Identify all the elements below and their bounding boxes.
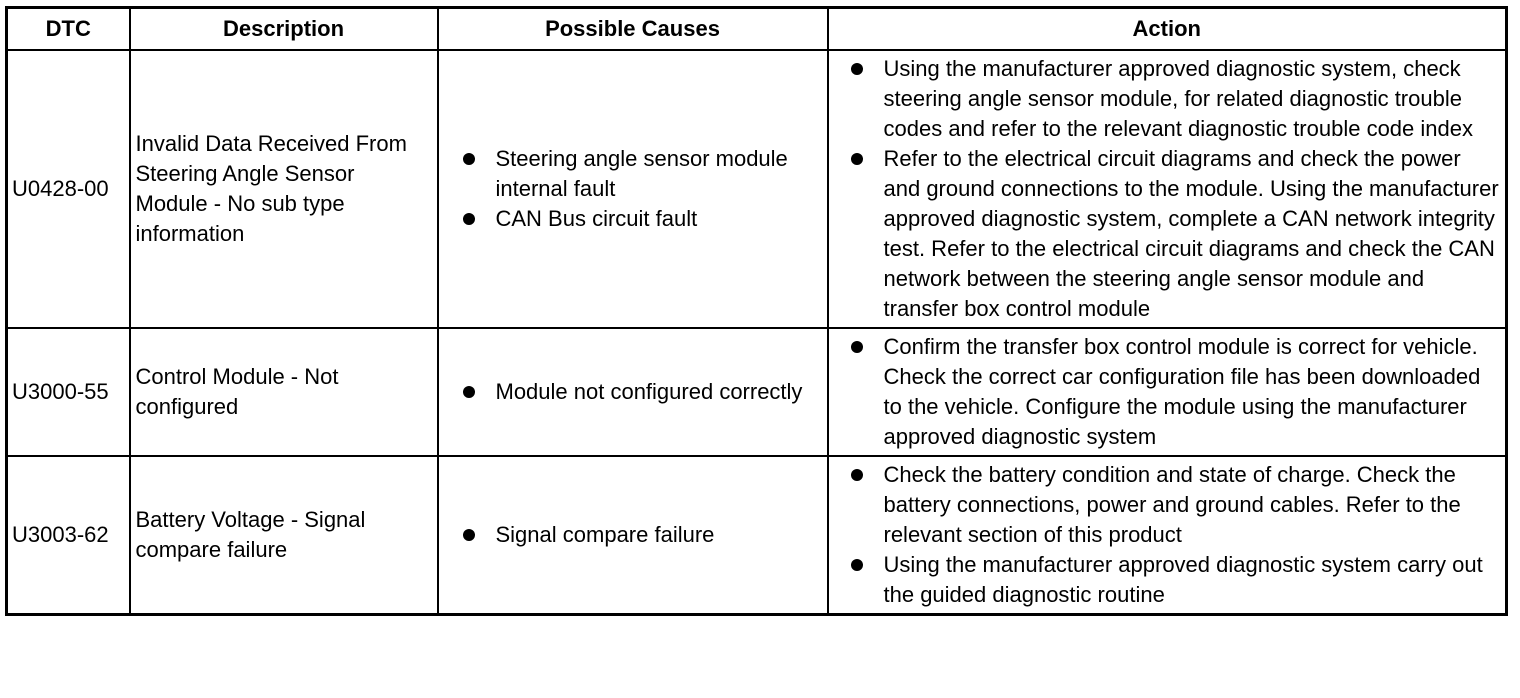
possible-causes: [438, 328, 828, 456]
action: [828, 328, 1507, 456]
dtc-table: [5, 6, 1508, 616]
action: [828, 456, 1507, 615]
possible-causes: [438, 50, 828, 328]
dtc-description: Invalid Data Received From Steering Angle Sensor Module - No sub type information: [130, 50, 438, 328]
cause-text: Signal compare failure: [495, 522, 715, 547]
bullet-icon: [851, 469, 863, 481]
dtc-description: Control Module - Not configured: [130, 328, 438, 456]
action-text: Using the manufacturer approved diagnostic system, check steering angle sensor module, for related diagnostic trouble codes and refer to the relevant diagnostic trouble code index: [883, 56, 1473, 141]
action-text: Refer to the electrical circuit diagrams and check the power and ground connections to the module. Using the manufacturer approved diagnostic system, complete a CAN network integrity test. Refer to the electrical circuit diagrams and check the CAN network between the steering angle sensor module and transfer box control module: [883, 146, 1499, 321]
cause-item: [463, 377, 821, 407]
header-row: [7, 8, 1507, 51]
cause-item: [463, 144, 821, 204]
action-text: Check the battery condition and state of charge. Check the battery connections, power and ground cables. Refer to the relevant section of this product: [883, 462, 1461, 547]
header-causes: Possible Causes: [438, 8, 828, 51]
bullet-icon: [463, 153, 475, 165]
action: [828, 50, 1507, 328]
header-dtc: DTC: [7, 8, 130, 51]
dtc-code: U3000-55: [7, 328, 130, 456]
action-item: [851, 460, 1500, 550]
table-row: [7, 50, 1507, 328]
action-item: [851, 550, 1500, 610]
possible-causes: [438, 456, 828, 615]
action-item: [851, 144, 1500, 324]
table-row: [7, 456, 1507, 615]
bullet-icon: [851, 341, 863, 353]
header-description: Description: [130, 8, 438, 51]
table-row: [7, 328, 1507, 456]
action-item: [851, 332, 1500, 452]
bullet-icon: [463, 213, 475, 225]
bullet-icon: [463, 386, 475, 398]
dtc-code: U0428-00: [7, 50, 130, 328]
action-text: Using the manufacturer approved diagnostic system carry out the guided diagnostic routine: [883, 552, 1483, 607]
cause-text: Module not configured correctly: [495, 379, 803, 404]
cause-text: Steering angle sensor module internal fault: [495, 146, 788, 201]
cause-item: [463, 204, 821, 234]
bullet-icon: [463, 529, 475, 541]
cause-item: [463, 520, 821, 550]
dtc-description: Battery Voltage - Signal compare failure: [130, 456, 438, 615]
bullet-icon: [851, 153, 863, 165]
bullet-icon: [851, 559, 863, 571]
action-item: [851, 54, 1500, 144]
action-text: Confirm the transfer box control module is correct for vehicle. Check the correct car configuration file has been downloaded to the vehicle. Configure the module using the manufacturer approved diagnostic system: [883, 334, 1481, 449]
dtc-code: U3003-62: [7, 456, 130, 615]
cause-text: CAN Bus circuit fault: [495, 206, 698, 231]
header-action: Action: [828, 8, 1507, 51]
bullet-icon: [851, 63, 863, 75]
